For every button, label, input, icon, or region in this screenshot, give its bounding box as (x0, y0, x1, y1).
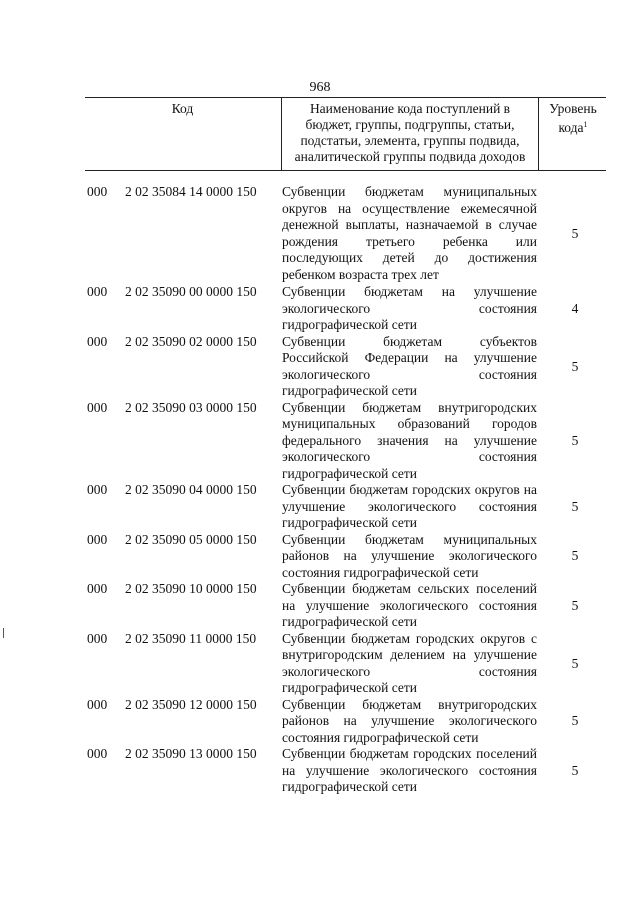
revenue-name: Субвенции бюджетам городских округов на улучшение экологического состояния гидрографической сети (282, 482, 537, 530)
header-code: Код (171, 101, 194, 116)
code-level: 4 (571, 300, 579, 316)
revenue-code: 2 02 35090 03 0000 150 (125, 399, 257, 415)
table-row (85, 697, 606, 747)
revenue-name: Субвенции бюджетам внутригородских районов на улучшение экологического состояния гидрографической сети (282, 696, 537, 745)
revenue-code: 2 02 35090 12 0000 150 (125, 696, 257, 712)
revenue-code: 2 02 35090 04 0000 150 (125, 482, 257, 497)
table-row (85, 400, 606, 483)
header-level-line (540, 117, 606, 136)
revenue-code: 2 02 35090 05 0000 150 (125, 531, 257, 547)
code-level: 5 (571, 597, 579, 613)
revenue-code: 2 02 35090 10 0000 150 (125, 581, 257, 596)
header-name-line: бюджет, группы, подгруппы, статьи, (305, 117, 515, 132)
revenue-name: Субвенции бюджетам внутригородских муниципальных образований городов федерального значения на улучшение экологического состояния гидрографической сети (282, 399, 537, 481)
admin-code: 000 (87, 284, 108, 299)
revenue-name: Субвенции бюджетам муниципальных районов на улучшение экологического состояния гидрографической сети (282, 531, 537, 580)
code-level: 5 (571, 432, 579, 448)
code-level: 5 (571, 548, 579, 563)
table-row (85, 746, 606, 796)
table-row (85, 532, 606, 582)
revenue-code: 2 02 35084 14 0000 150 (125, 184, 257, 199)
admin-code: 000 (87, 333, 108, 349)
code-level: 5 (571, 655, 579, 671)
page-number: 968 (309, 80, 331, 95)
table-body (85, 184, 606, 796)
margin-mark (3, 628, 4, 638)
header-level-line: Уровень (549, 101, 597, 116)
header-name-line: подстатьи, элемента, группы подвида, (300, 133, 520, 148)
revenue-name: Субвенции бюджетам городских округов с внутригородским делением на улучшение экологического состояния гидрографической сети (282, 630, 537, 695)
table-row (85, 334, 606, 400)
revenue-code: 2 02 35090 02 0000 150 (125, 333, 257, 349)
admin-code: 000 (87, 696, 108, 712)
header-name-line: Наименование кода поступлений в (309, 101, 511, 116)
admin-code: 000 (87, 184, 108, 199)
code-level: 5 (571, 713, 579, 728)
revenue-name: Субвенции бюджетам на улучшение экологического состояния гидрографической сети (282, 284, 537, 332)
code-level: 5 (571, 762, 579, 778)
table-row (85, 482, 606, 532)
table-header (85, 97, 606, 171)
revenue-code: 2 02 35090 11 0000 150 (125, 630, 257, 646)
code-level: 5 (571, 358, 579, 374)
revenue-code: 2 02 35090 13 0000 150 (125, 746, 257, 761)
code-level: 5 (571, 225, 579, 241)
header-name (281, 98, 539, 170)
revenue-name: Субвенции бюджетам сельских поселений на улучшение экологического состояния гидрографической сети (282, 581, 537, 629)
header-name-line: аналитической группы подвида доходов (294, 149, 526, 164)
admin-code: 000 (87, 630, 108, 646)
header-level-label: кода (558, 120, 584, 135)
admin-code: 000 (87, 399, 108, 415)
admin-code: 000 (87, 746, 108, 761)
code-level: 5 (571, 498, 579, 514)
admin-code: 000 (87, 531, 108, 547)
footnote-marker: 1 (583, 120, 588, 129)
revenue-name: Субвенции бюджетам муниципальных округов на осуществление ежемесячной денежной выплаты, назначаемой в случае рождения третьего ребенка или последующих детей до достижения ребенком возраста трех лет (282, 184, 537, 282)
admin-code: 000 (87, 581, 108, 596)
table-row (85, 631, 606, 697)
table-row (85, 284, 606, 334)
revenue-name: Субвенции бюджетам городских поселений на улучшение экологического состояния гидрографической сети (282, 746, 537, 794)
revenue-name: Субвенции бюджетам субъектов Российской Федерации на улучшение экологического состояния гидрографической сети (282, 333, 537, 398)
table-row (85, 184, 606, 283)
admin-code: 000 (87, 482, 108, 497)
table-row (85, 581, 606, 631)
revenue-code: 2 02 35090 00 0000 150 (125, 284, 257, 299)
header-level (540, 101, 606, 136)
